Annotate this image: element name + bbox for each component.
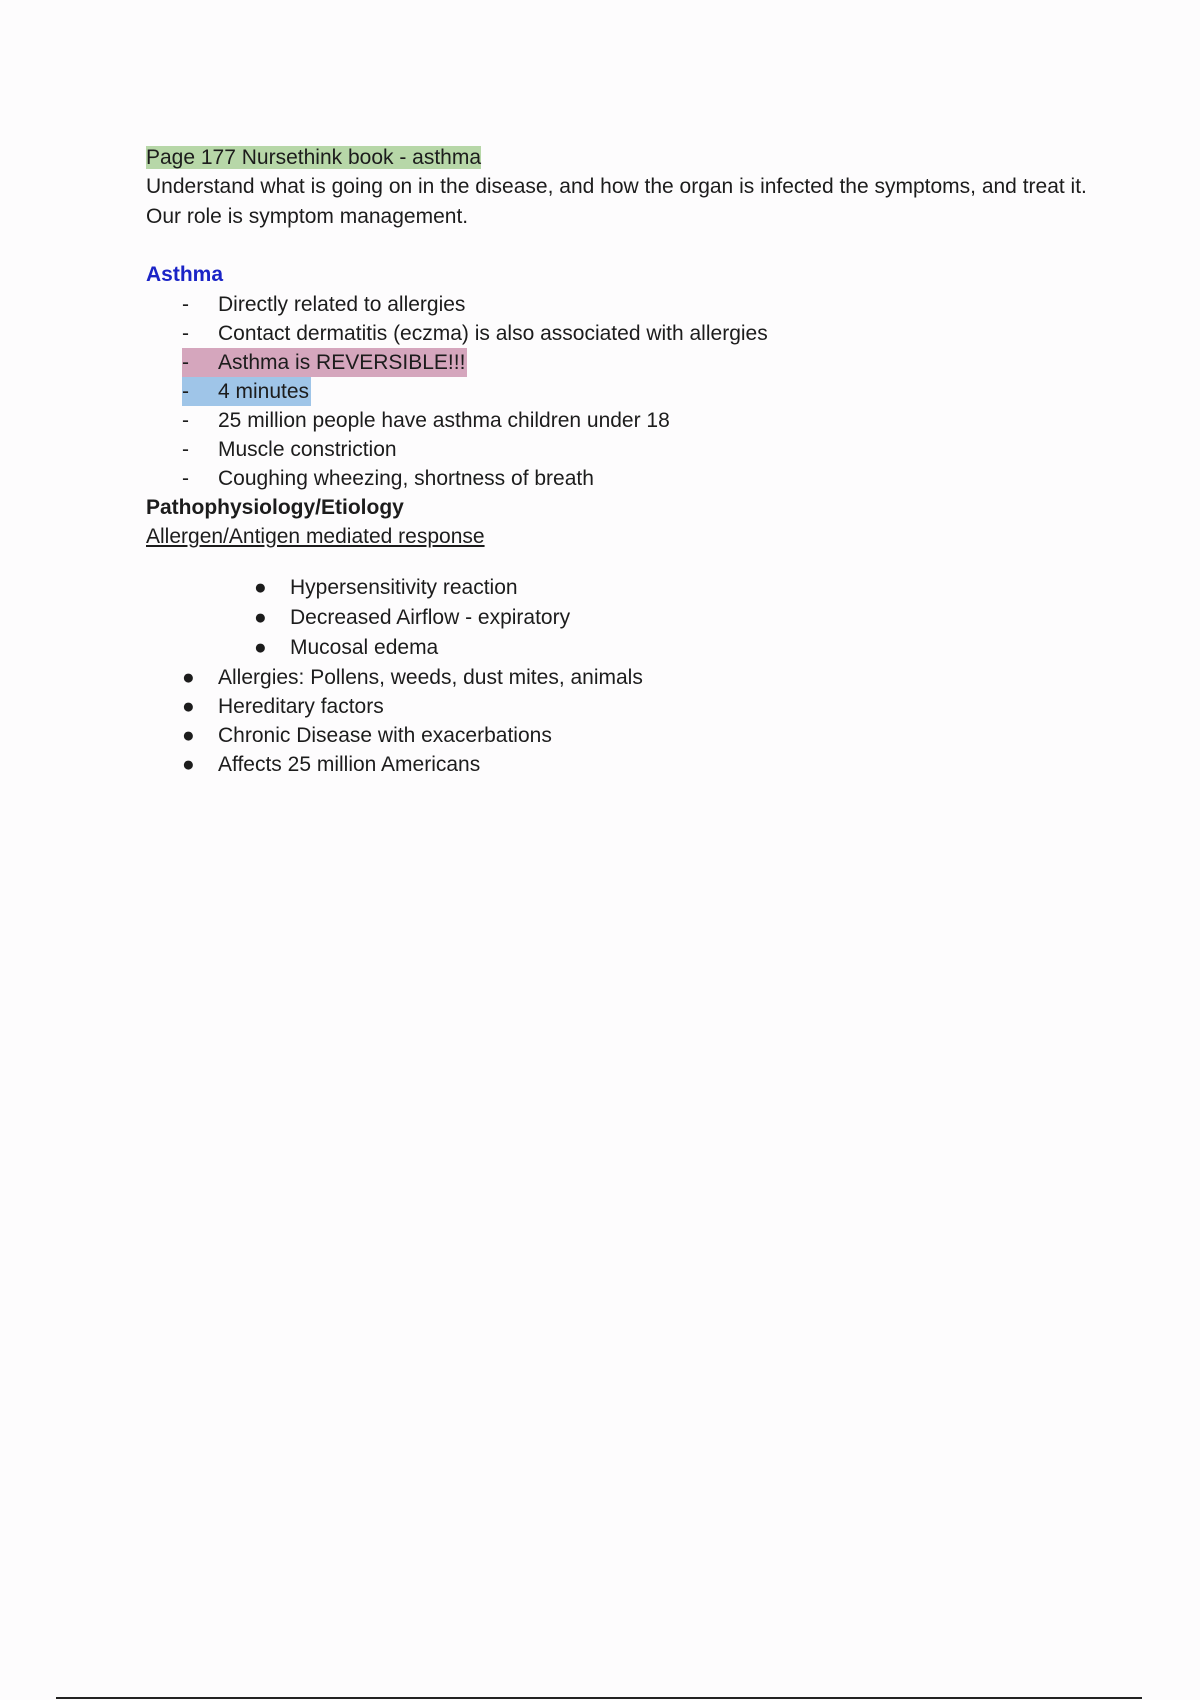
highlighted-item	[182, 377, 311, 406]
list-item-text: Affects 25 million Americans	[218, 753, 481, 776]
list-item-text: Asthma is REVERSIBLE!!!	[218, 351, 466, 374]
list-item	[146, 633, 1106, 663]
section-title-pathophysiology: Pathophysiology/Etiology	[146, 496, 404, 519]
list-item	[146, 435, 1106, 464]
list-item-text: Decreased Airflow - expiratory	[290, 606, 571, 629]
list-item-text: Allergies: Pollens, weeds, dust mites, animals	[218, 666, 643, 689]
list-item	[146, 750, 1106, 779]
dash-marker: -	[182, 438, 189, 461]
list-item	[146, 464, 1106, 493]
asthma-list	[146, 290, 1106, 493]
list-item	[146, 319, 1106, 348]
list-item-text: Coughing wheezing, shortness of breath	[218, 467, 594, 490]
list-item-text: 4 minutes	[218, 380, 310, 403]
reference-text: Page 177 Nursethink book - asthma	[146, 146, 482, 169]
bullet-marker: ●	[182, 724, 195, 747]
list-item	[146, 348, 1106, 377]
bullet-marker: ●	[182, 753, 195, 776]
list-item	[146, 377, 1106, 406]
list-item-text: Mucosal edema	[290, 636, 439, 659]
section-subtitle: Allergen/Antigen mediated response	[146, 525, 485, 548]
list-item-text: Contact dermatitis (eczma) is also associated with allergies	[218, 322, 768, 345]
bullet-marker: ●	[254, 606, 267, 629]
dash-marker: -	[182, 467, 189, 490]
dash-marker: -	[182, 351, 189, 374]
section-title-asthma: Asthma	[146, 263, 224, 286]
bullet-marker: ●	[182, 695, 195, 718]
document-body	[146, 144, 1106, 779]
list-item	[146, 692, 1106, 721]
dash-marker: -	[182, 409, 189, 432]
bullet-marker: ●	[254, 576, 267, 599]
list-item-text: Hypersensitivity reaction	[290, 576, 518, 599]
page-bottom-rule	[56, 1697, 1142, 1699]
list-item-text: Directly related to allergies	[218, 293, 466, 316]
list-item-text: 25 million people have asthma children under 18	[218, 409, 670, 432]
nested-bullet-list	[146, 573, 1106, 663]
list-item	[146, 603, 1106, 633]
list-item-text: Chronic Disease with exacerbations	[218, 724, 552, 747]
bullet-marker: ●	[254, 636, 267, 659]
dash-marker: -	[182, 322, 189, 345]
list-item	[146, 663, 1106, 692]
list-item	[146, 290, 1106, 319]
list-item-text: Hereditary factors	[218, 695, 384, 718]
list-item	[146, 406, 1106, 435]
list-item	[146, 573, 1106, 603]
list-item	[146, 721, 1106, 750]
highlighted-item	[182, 348, 467, 377]
reference-line	[146, 144, 1106, 172]
bullet-marker: ●	[182, 666, 195, 689]
bullet-list	[146, 663, 1106, 779]
intro-paragraph: Understand what is going on in the disease, and how the organ is infected the symptoms, and treat it. Our role is symptom management.	[146, 175, 1087, 228]
list-item-text: Muscle constriction	[218, 438, 397, 461]
dash-marker: -	[182, 380, 189, 403]
dash-marker: -	[182, 293, 189, 316]
